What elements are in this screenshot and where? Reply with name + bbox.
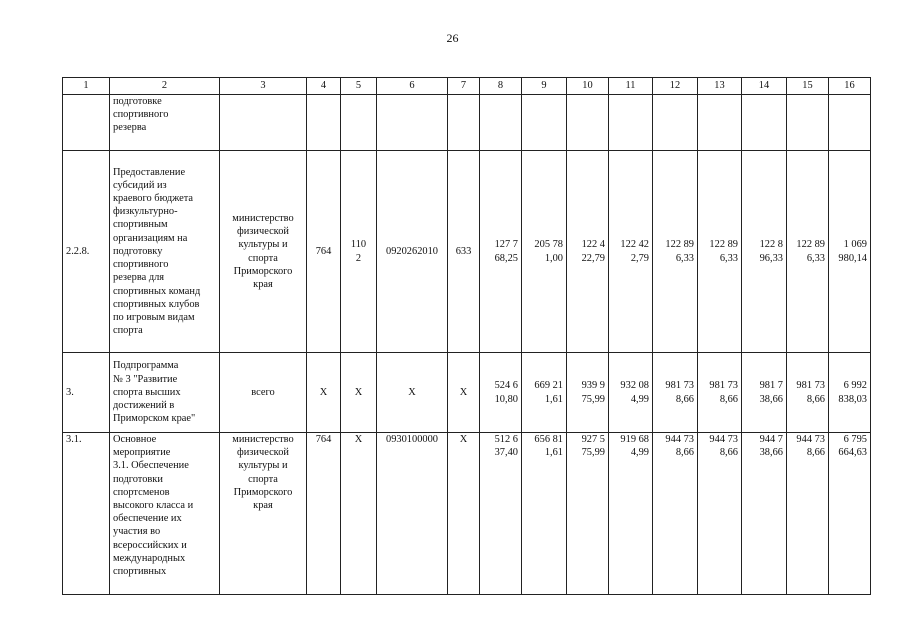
table-row [63, 151, 871, 353]
amount-cell: 122 89 6,33 [698, 151, 742, 353]
amount-cell: 512 6 37,40 [480, 433, 522, 595]
header-cell: 5 [341, 78, 377, 95]
amount-cell: 524 6 10,80 [480, 353, 522, 433]
grbs-cell [307, 95, 341, 151]
amount-cell: 981 73 8,66 [698, 353, 742, 433]
amount-cell [653, 95, 698, 151]
csr-cell [377, 95, 448, 151]
amount-cell: 944 73 8,66 [698, 433, 742, 595]
description-cell: Предоставление субсидий из краевого бюджета физкультурно- спортивным организациям на подготовку спортивного резерва для спортивных команд спортивных клубов по игровым видам спорта [110, 151, 220, 353]
header-cell: 3 [220, 78, 307, 95]
amount-cell: 944 7 38,66 [742, 433, 787, 595]
csr-cell: X [377, 353, 448, 433]
amount-cell: 981 73 8,66 [787, 353, 829, 433]
amount-cell [609, 95, 653, 151]
rzpr-cell: 110 2 [341, 151, 377, 353]
header-cell: 12 [653, 78, 698, 95]
header-cell: 8 [480, 78, 522, 95]
row-number-cell: 3. [63, 353, 110, 433]
amount-cell [787, 95, 829, 151]
amount-cell: 927 5 75,99 [567, 433, 609, 595]
description-cell: Основное мероприятие 3.1. Обеспечение подготовки спортсменов высокого класса и обеспечение их участия во всероссийских и международных спортивных [110, 433, 220, 595]
description-cell: подготовке спортивного резерва [110, 95, 220, 151]
header-cell: 14 [742, 78, 787, 95]
header-cell: 10 [567, 78, 609, 95]
header-cell: 16 [829, 78, 871, 95]
amount-cell [567, 95, 609, 151]
header-cell: 4 [307, 78, 341, 95]
total-amount-cell: 6 992 838,03 [829, 353, 871, 433]
table-row [63, 95, 871, 151]
csr-cell: 0930100000 [377, 433, 448, 595]
row-number-cell: 2.2.8. [63, 151, 110, 353]
csr-cell: 0920262010 [377, 151, 448, 353]
total-amount-cell: 1 069 980,14 [829, 151, 871, 353]
responsible-cell [220, 95, 307, 151]
vr-cell: 633 [448, 151, 480, 353]
amount-cell [698, 95, 742, 151]
page-number: 26 [446, 31, 459, 45]
header-cell: 15 [787, 78, 829, 95]
total-amount-cell: 6 795 664,63 [829, 433, 871, 595]
row-number-cell [63, 95, 110, 151]
amount-cell: 932 08 4,99 [609, 353, 653, 433]
header-cell: 2 [110, 78, 220, 95]
header-cell: 7 [448, 78, 480, 95]
responsible-cell: министерство физической культуры и спорта Приморского края [220, 151, 307, 353]
grbs-cell: 764 [307, 433, 341, 595]
amount-cell: 944 73 8,66 [787, 433, 829, 595]
rzpr-cell: X [341, 433, 377, 595]
amount-cell: 122 89 6,33 [787, 151, 829, 353]
table-row [63, 353, 871, 433]
header-cell: 9 [522, 78, 567, 95]
amount-cell: 122 42 2,79 [609, 151, 653, 353]
amount-cell: 656 81 1,61 [522, 433, 567, 595]
amount-cell: 122 89 6,33 [653, 151, 698, 353]
amount-cell: 669 21 1,61 [522, 353, 567, 433]
header-cell: 13 [698, 78, 742, 95]
header-cell: 11 [609, 78, 653, 95]
header-cell: 1 [63, 78, 110, 95]
amount-cell [480, 95, 522, 151]
rzpr-cell: X [341, 353, 377, 433]
amount-cell [522, 95, 567, 151]
grbs-cell: 764 [307, 151, 341, 353]
row-number-cell: 3.1. [63, 433, 110, 595]
amount-cell: 919 68 4,99 [609, 433, 653, 595]
amount-cell: 122 8 96,33 [742, 151, 787, 353]
budget-table [62, 77, 871, 595]
responsible-cell: всего [220, 353, 307, 433]
vr-cell: X [448, 433, 480, 595]
amount-cell: 944 73 8,66 [653, 433, 698, 595]
amount-cell: 981 7 38,66 [742, 353, 787, 433]
vr-cell [448, 95, 480, 151]
table-header-row [63, 78, 871, 95]
amount-cell [742, 95, 787, 151]
amount-cell: 939 9 75,99 [567, 353, 609, 433]
rzpr-cell [341, 95, 377, 151]
header-cell: 6 [377, 78, 448, 95]
vr-cell: X [448, 353, 480, 433]
responsible-cell: министерство физической культуры и спорта Приморского края [220, 433, 307, 595]
amount-cell: 122 4 22,79 [567, 151, 609, 353]
description-cell: Подпрограмма № 3 "Развитие спорта высших достижений в Приморском крае" [110, 353, 220, 433]
amount-cell: 127 7 68,25 [480, 151, 522, 353]
amount-cell: 981 73 8,66 [653, 353, 698, 433]
grbs-cell: X [307, 353, 341, 433]
amount-cell: 205 78 1,00 [522, 151, 567, 353]
total-amount-cell [829, 95, 871, 151]
table-row [63, 433, 871, 595]
